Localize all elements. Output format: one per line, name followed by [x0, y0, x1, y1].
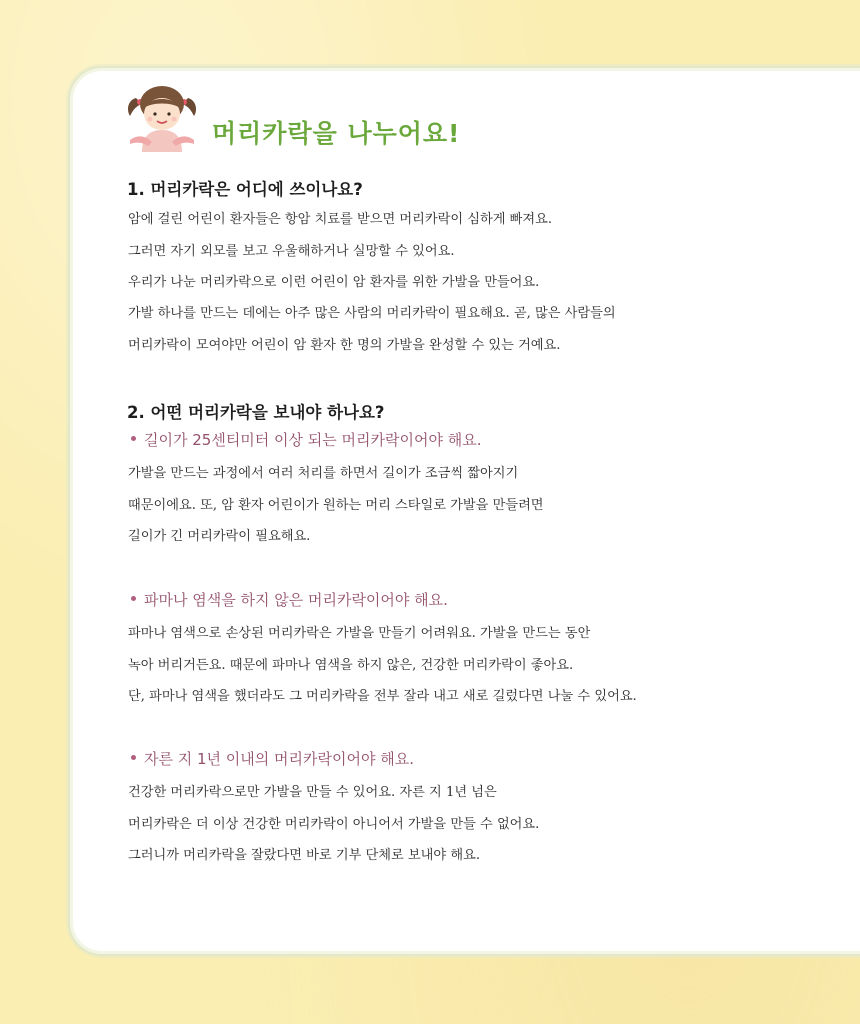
bullet-dot-icon [131, 755, 136, 760]
bullet-detail-line: 그러니까 머리카락을 잘랐다면 바로 기부 단체로 보내야 해요. [128, 848, 481, 863]
section2-heading: 2. 어떤 머리카락을 보내야 하나요? [127, 403, 385, 422]
girl-with-pigtails-icon [122, 80, 202, 152]
bullet-detail-line: 가발을 만드는 과정에서 여러 처리를 하면서 길이가 조금씩 짧아지기 [128, 466, 519, 481]
section1-line: 머리카락이 모여야만 어린이 암 환자 한 명의 가발을 완성할 수 있는 거예요. [128, 338, 561, 353]
bullet-dot-icon [131, 436, 136, 441]
bullet-label: 길이가 25센티미터 이상 되는 머리카락이어야 해요. [144, 431, 482, 449]
bullet-detail-line: 녹아 버리거든요. 때문에 파마나 염색을 하지 않은, 건강한 머리카락이 좋아요. [128, 658, 574, 673]
section1-line: 우리가 나눈 머리카락으로 이런 어린이 암 환자를 위한 가발을 만들어요. [128, 275, 540, 290]
bullet-detail-line: 때문이에요. 또, 암 환자 어린이가 원하는 머리 스타일로 가발을 만들려면 [128, 498, 544, 513]
bullet-length [131, 429, 482, 450]
section1-line: 그러면 자기 외모를 보고 우울해하거나 실망할 수 있어요. [128, 244, 455, 259]
section1-line: 가발 하나를 만드는 데에는 아주 많은 사람의 머리카락이 필요해요. 곧, 많은 사람들의 [128, 306, 616, 321]
section1-line: 암에 걸린 어린이 환자들은 항암 치료를 받으면 머리카락이 심하게 빠져요. [128, 212, 553, 227]
bullet-no-perm [131, 589, 448, 610]
bullet-detail-line: 건강한 머리카락으로만 가발을 만들 수 있어요. 자른 지 1년 넘은 [128, 785, 497, 800]
bullet-detail-line: 머리카락은 더 이상 건강한 머리카락이 아니어서 가발을 만들 수 없어요. [128, 817, 540, 832]
page-header [122, 80, 622, 152]
section1-heading: 1. 머리카락은 어디에 쓰이나요? [127, 180, 363, 199]
bullet-detail-line: 파마나 염색으로 손상된 머리카락은 가발을 만들기 어려워요. 가발을 만드는 동안 [128, 626, 591, 641]
bullet-label: 파마나 염색을 하지 않은 머리카락이어야 해요. [144, 591, 448, 609]
page-title: 머리카락을 나누어요! [212, 119, 461, 148]
bullet-label: 자른 지 1년 이내의 머리카락이어야 해요. [144, 750, 414, 768]
bullet-detail-line: 길이가 긴 머리카락이 필요해요. [128, 529, 311, 544]
bullet-within-year [131, 748, 414, 769]
bullet-detail-line: 단, 파마나 염색을 했더라도 그 머리카락을 전부 잘라 내고 새로 길렀다면 나눌 수 있어요. [128, 689, 637, 704]
bullet-dot-icon [131, 596, 136, 601]
